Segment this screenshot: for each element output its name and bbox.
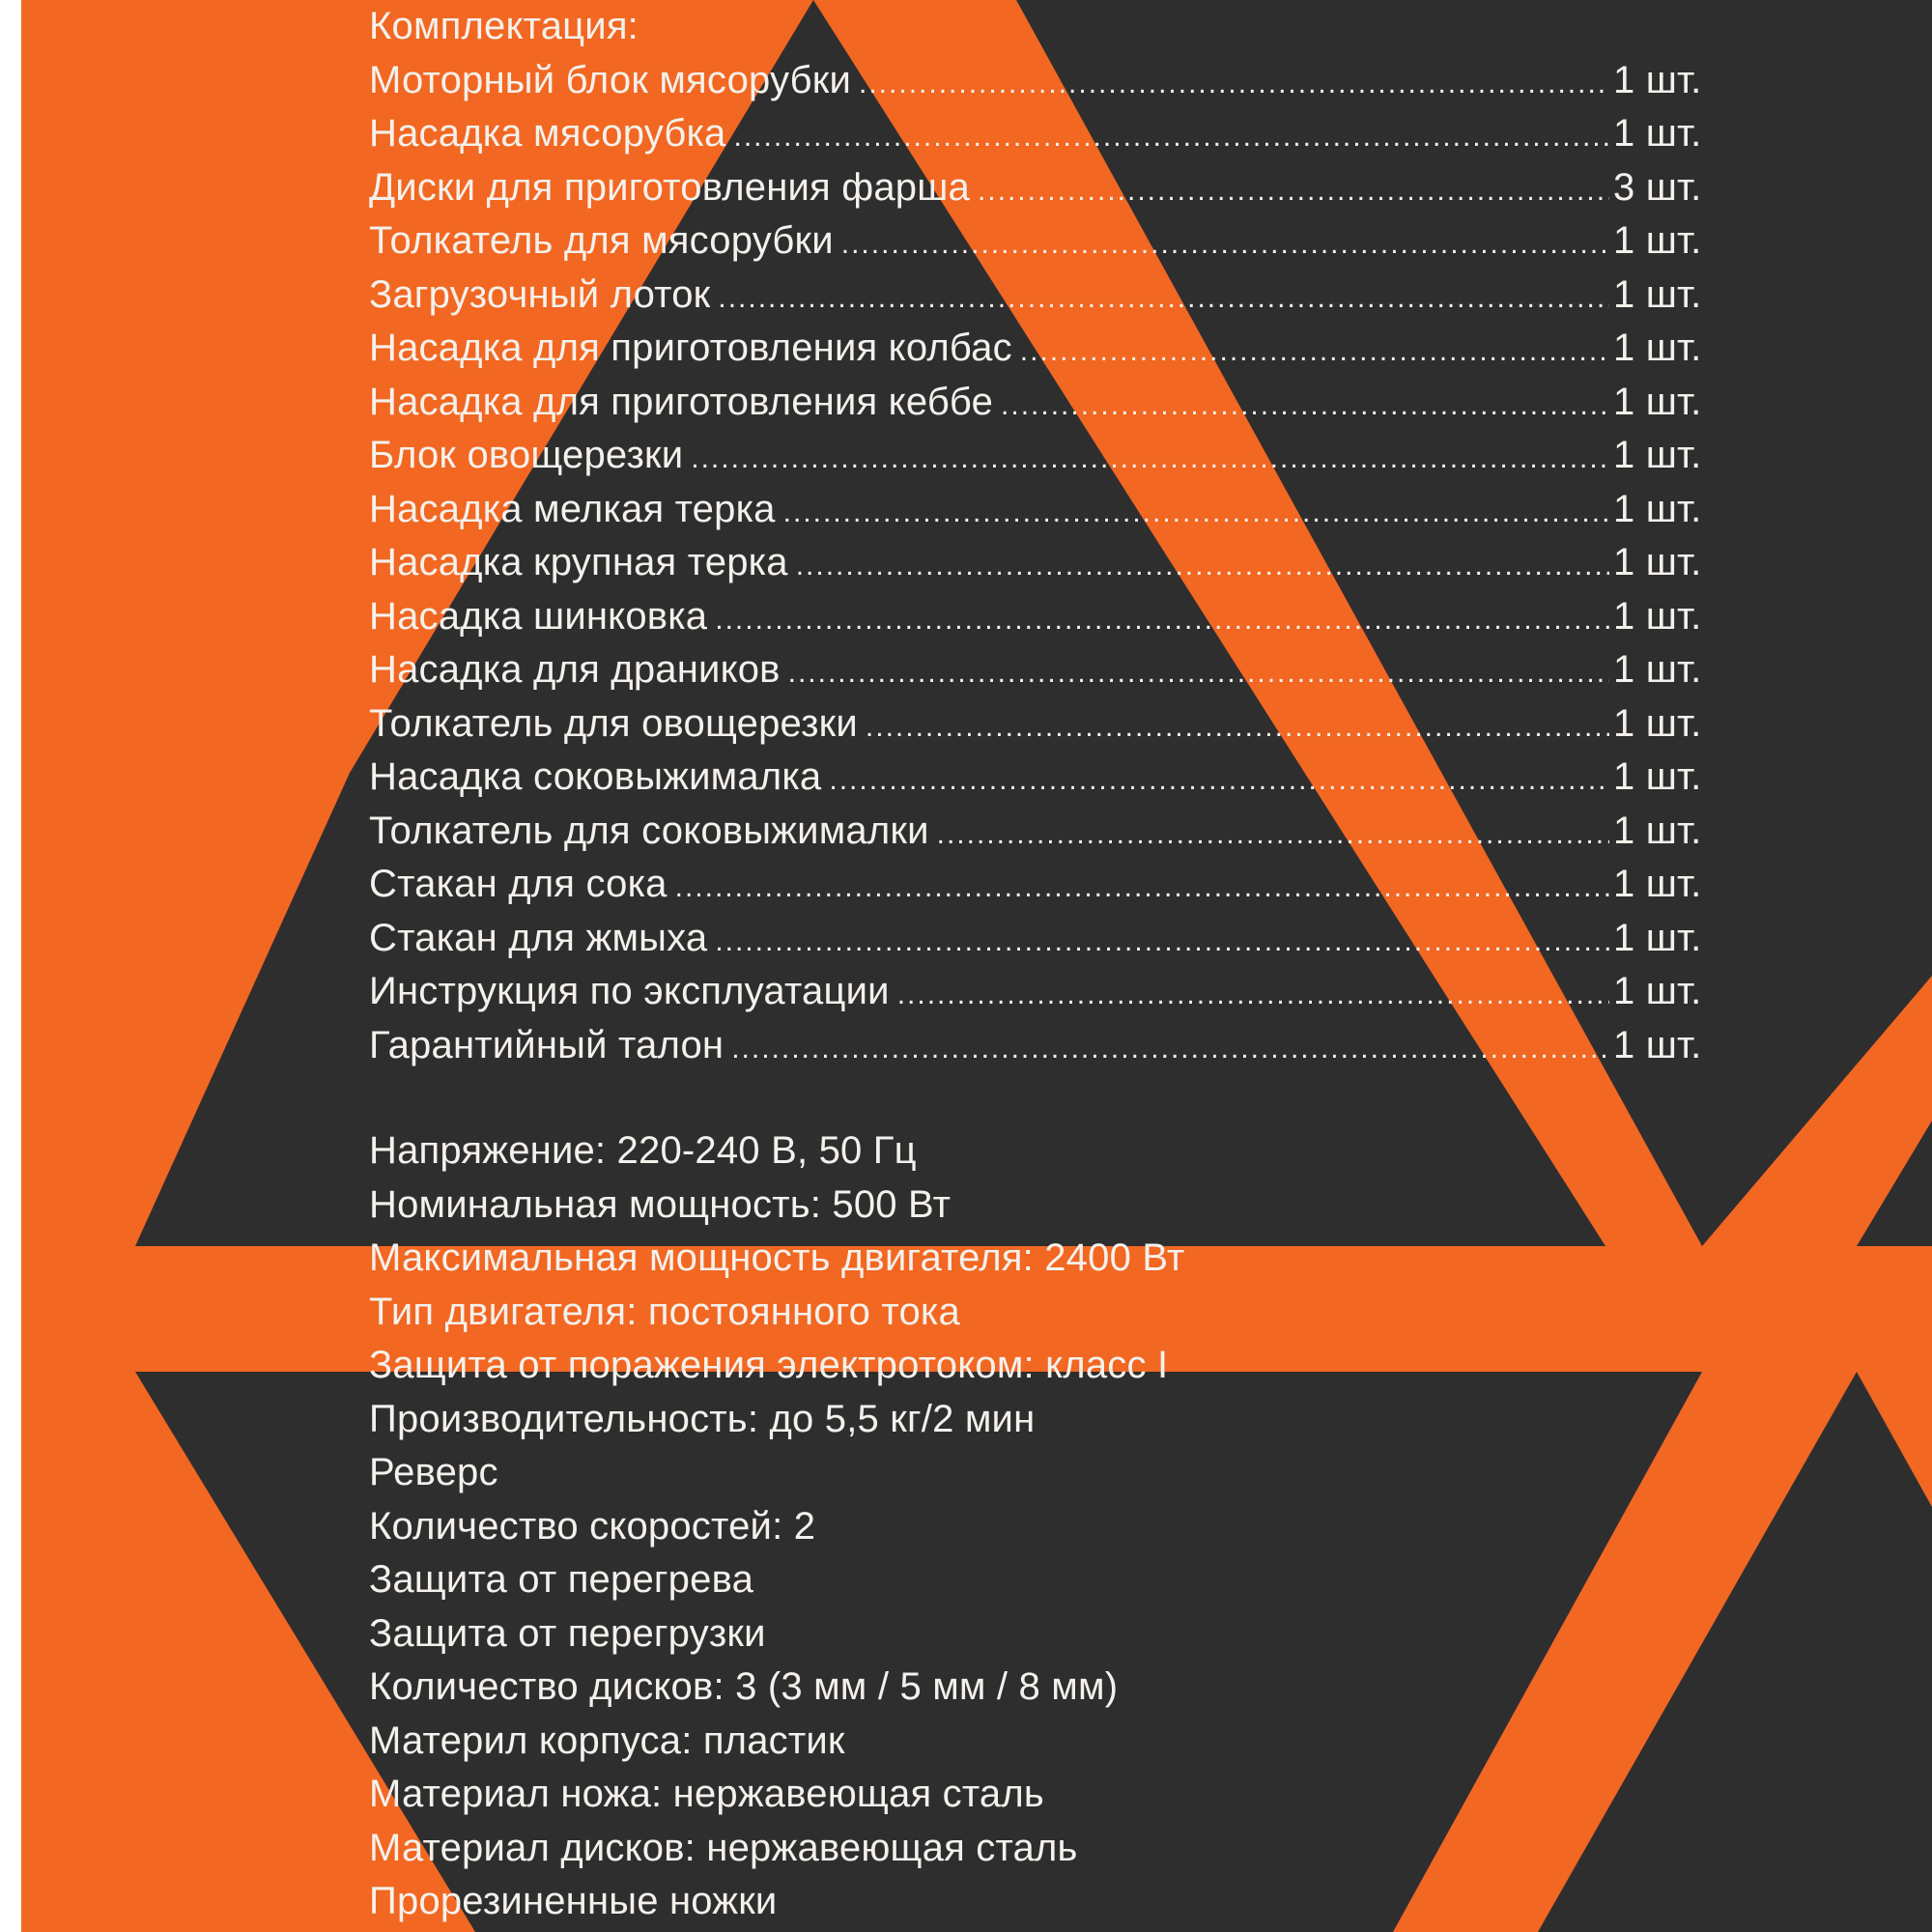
- package-item-qty: 1 шт.: [1613, 809, 1702, 852]
- package-item: [369, 54, 1702, 108]
- spec-content: [369, 0, 1702, 1929]
- dot-leader: [829, 753, 1609, 808]
- package-item: [369, 322, 1702, 376]
- section-spacer: [369, 1072, 1702, 1124]
- package-item-qty: 1 шт.: [1613, 701, 1702, 745]
- dot-leader: [1001, 379, 1609, 433]
- package-item: [369, 107, 1702, 161]
- spec-line: Номинальная мощность: 500 Вт: [369, 1182, 952, 1226]
- package-item: [369, 376, 1702, 430]
- package-item-name: Стакан для сока: [369, 863, 668, 905]
- package-item-name: Насадка мелкая терка: [369, 487, 776, 530]
- package-list: [369, 54, 1702, 1073]
- dot-leader: [1020, 325, 1609, 379]
- spec-line: Защита от перегрузки: [369, 1611, 766, 1655]
- dot-leader: [715, 593, 1609, 647]
- package-item-name: Блок овощерезки: [369, 434, 684, 476]
- package-item-qty: 1 шт.: [1613, 327, 1702, 369]
- dot-leader: [718, 271, 1609, 326]
- spec-line: Максимальная мощность двигателя: 2400 Вт: [369, 1236, 1185, 1279]
- spec-list: [369, 1124, 1702, 1929]
- package-item-qty: 1 шт.: [1613, 916, 1702, 959]
- package-item-qty: 1 шт.: [1613, 863, 1702, 905]
- dot-leader: [783, 486, 1609, 540]
- package-item: [369, 214, 1702, 269]
- package-item: [369, 751, 1702, 805]
- spec-line: Количество дисков: 3 (3 мм / 5 мм / 8 мм): [369, 1665, 1119, 1708]
- package-item-qty: 1 шт.: [1613, 970, 1702, 1012]
- package-item-qty: 1 шт.: [1613, 487, 1702, 530]
- dot-leader: [734, 110, 1610, 164]
- dot-leader: [715, 915, 1609, 969]
- package-item: [369, 483, 1702, 537]
- package-item-qty: 1 шт.: [1613, 380, 1702, 423]
- package-item: [369, 590, 1702, 644]
- package-item: [369, 536, 1702, 590]
- dot-leader: [788, 646, 1609, 700]
- spec-line: Прорезиненные ножки: [369, 1880, 778, 1922]
- package-item-qty: 1 шт.: [1613, 272, 1702, 316]
- package-item: [369, 965, 1702, 1019]
- package-item-qty: 1 шт.: [1613, 112, 1702, 155]
- spec-line: Защита от поражения электротоком: класс I: [369, 1344, 1169, 1386]
- spec-line: Количество скоростей: 2: [369, 1504, 816, 1548]
- dot-leader: [841, 217, 1609, 271]
- package-item: [369, 643, 1702, 697]
- dot-leader: [937, 808, 1609, 862]
- package-item-name: Насадка для приготовления колбас: [369, 327, 1012, 369]
- package-item-name: Инструкция по эксплуатации: [369, 970, 890, 1012]
- package-item: [369, 161, 1702, 215]
- package-item-name: Диски для приготовления фарша: [369, 165, 970, 209]
- package-item-name: Толкатель для соковыжималки: [369, 809, 929, 852]
- package-item-name: Толкатель для мясорубки: [369, 219, 834, 262]
- dot-leader: [978, 164, 1609, 218]
- package-item: [369, 697, 1702, 752]
- orange-stripe-right-upper: [1702, 976, 1932, 1246]
- dot-leader: [866, 700, 1609, 754]
- package-item-name: Гарантийный талон: [369, 1023, 724, 1066]
- spec-line: Материал дисков: нержавеющая сталь: [369, 1826, 1078, 1869]
- package-item-qty: 1 шт.: [1613, 58, 1702, 101]
- package-item: [369, 429, 1702, 483]
- spec-line: Тип двигателя: постоянного тока: [369, 1290, 960, 1333]
- package-heading: Комплектация:: [369, 5, 639, 47]
- dot-leader: [675, 861, 1609, 915]
- package-item: [369, 269, 1702, 323]
- package-item-name: Моторный блок мясорубки: [369, 58, 852, 101]
- dot-leader: [796, 539, 1609, 593]
- package-item: [369, 912, 1702, 966]
- package-item-name: Насадка для драников: [369, 648, 781, 691]
- package-item-name: Насадка для приготовления кеббе: [369, 380, 994, 423]
- box-panel: [21, 0, 1932, 1932]
- package-item-qty: 1 шт.: [1613, 594, 1702, 638]
- spec-line: Материл корпуса: пластик: [369, 1719, 845, 1762]
- package-item-qty: 1 шт.: [1613, 755, 1702, 798]
- package-item-qty: 1 шт.: [1613, 434, 1702, 476]
- package-item-name: Насадка шинковка: [369, 594, 708, 638]
- dot-leader: [691, 432, 1609, 486]
- orange-shape-left-edge: [21, 1246, 135, 1372]
- package-item-name: Стакан для жмыха: [369, 916, 708, 959]
- spec-line: Напряжение: 220-240 В, 50 Гц: [369, 1129, 917, 1172]
- package-item: [369, 858, 1702, 912]
- package-item: [369, 1019, 1702, 1073]
- package-item: [369, 805, 1702, 859]
- package-item-qty: 1 шт.: [1613, 219, 1702, 262]
- package-item-name: Загрузочный лоток: [369, 272, 711, 316]
- package-item-name: Насадка соковыжималка: [369, 755, 822, 798]
- dot-leader: [731, 1022, 1609, 1076]
- dot-leader: [859, 57, 1609, 111]
- package-item-name: Толкатель для овощерезки: [369, 701, 858, 745]
- package-item-qty: 1 шт.: [1613, 1023, 1702, 1066]
- dot-leader: [897, 968, 1609, 1022]
- package-item-name: Насадка мясорубка: [369, 112, 726, 155]
- orange-shape-right-edge: [1857, 1372, 1932, 1507]
- package-item-qty: 1 шт.: [1613, 541, 1702, 583]
- spec-line: Защита от перегрева: [369, 1558, 754, 1601]
- spec-line: Реверс: [369, 1451, 498, 1493]
- spec-line: Производительность: до 5,5 кг/2 мин: [369, 1397, 1036, 1440]
- spec-line: Материал ножа: нержавеющая сталь: [369, 1773, 1044, 1815]
- package-item-qty: 3 шт.: [1613, 165, 1702, 209]
- package-item-name: Насадка крупная терка: [369, 541, 788, 583]
- package-item-qty: 1 шт.: [1613, 648, 1702, 691]
